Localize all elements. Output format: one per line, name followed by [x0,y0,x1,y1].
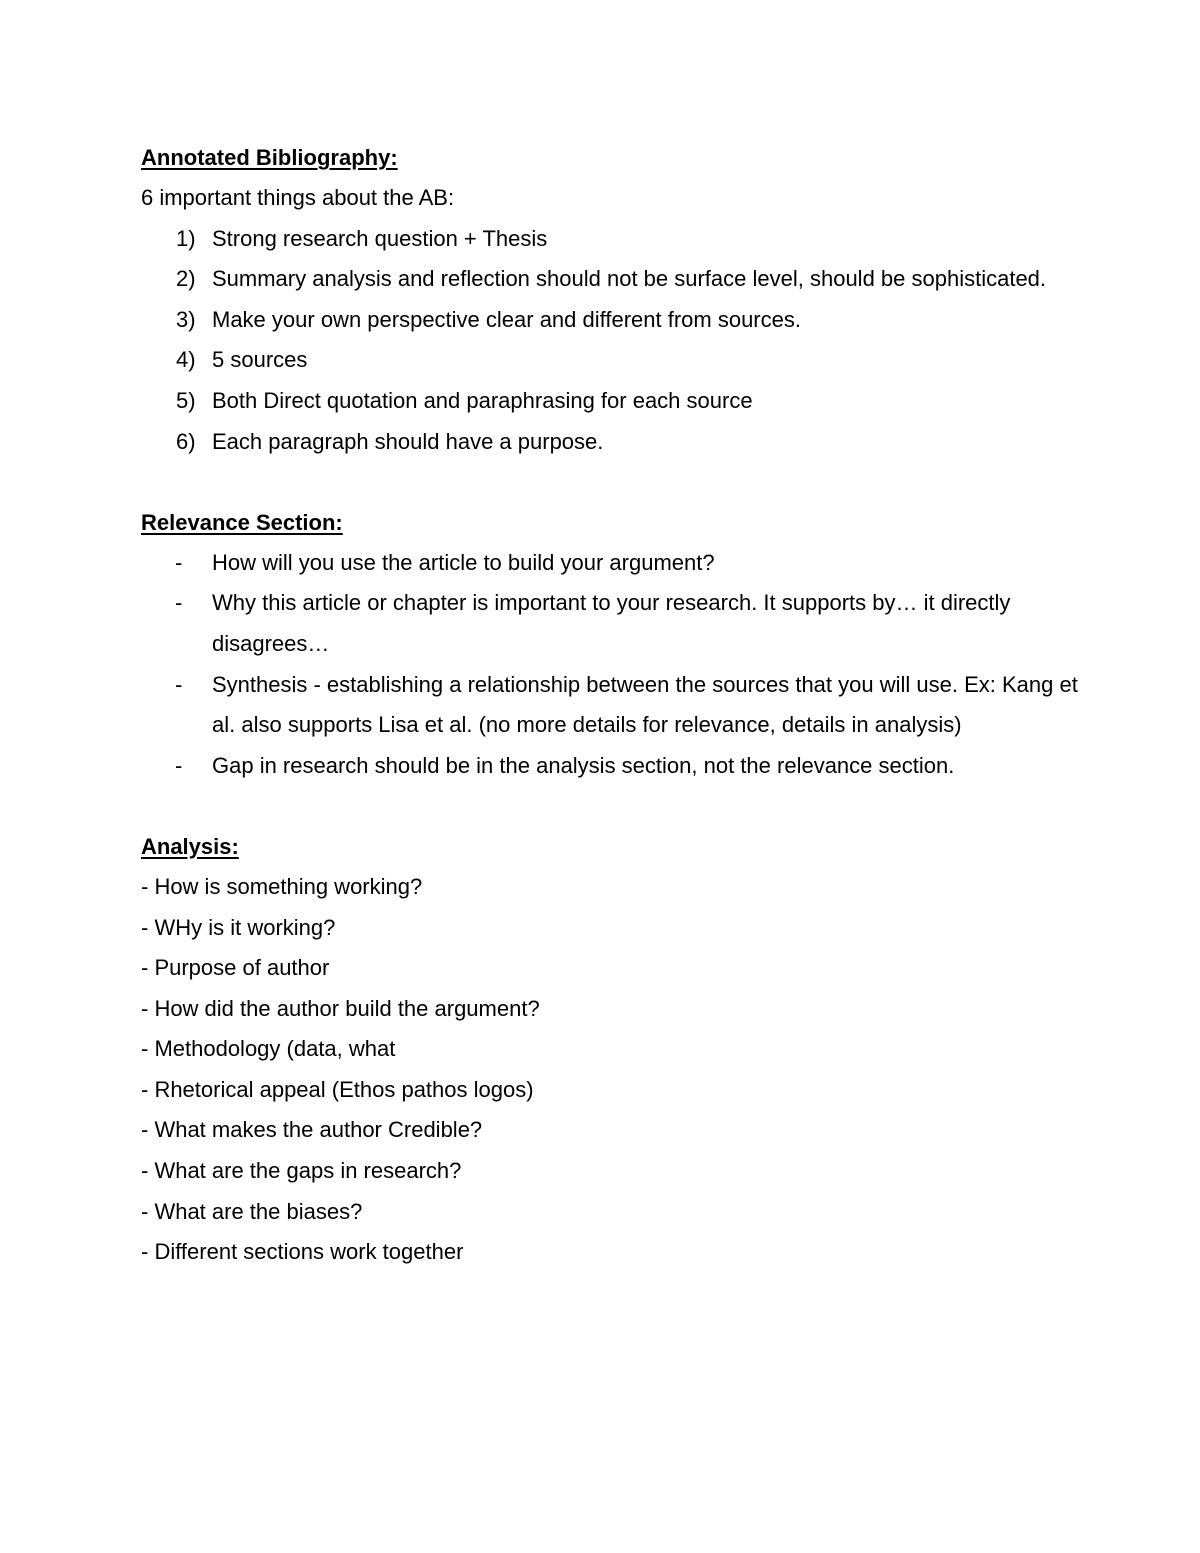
relevance-section [141,503,1081,787]
list-item [141,746,1081,787]
list-item-text: 5 sources [212,347,308,373]
list-item-text: Synthesis - establishing a relationship between the sources that you will use. Ex: Kang et al. also supports Lisa et al. (no more details for relevance, details in analysis) [212,671,1078,738]
analysis-line: - What are the biases? [141,1198,363,1224]
annotated-bibliography-section [141,138,1081,462]
list-item [141,543,1081,584]
annotated-list [141,219,1081,463]
list-item-text: Why this article or chapter is important to your research. It supports by… it directly disagrees… [212,590,1011,656]
analysis-line: - Rhetorical appeal (Ethos pathos logos) [141,1076,534,1102]
list-item [141,300,1081,341]
analysis-line: - What are the gaps in research? [141,1158,462,1184]
list-item [141,259,1081,300]
list-item [141,583,1081,664]
list-marker: - [175,752,183,778]
analysis-line: - WHy is it working? [141,914,336,940]
list-item-text: Gap in research should be in the analysis section, not the relevance section. [212,752,955,778]
analysis-section [141,827,1081,1273]
analysis-line: - What makes the author Credible? [141,1117,483,1143]
list-marker: 4) [176,347,196,373]
list-item-text: Strong research question + Thesis [212,225,548,251]
list-item [141,665,1081,746]
list-item [141,422,1081,463]
list-item [141,340,1081,381]
analysis-line: - Methodology (data, what [141,1036,396,1062]
list-item-text: Each paragraph should have a purpose. [212,428,604,454]
list-item [141,381,1081,422]
annotated-intro: 6 important things about the AB: [141,185,455,210]
analysis-line: - Purpose of author [141,955,330,981]
list-marker: - [175,590,183,616]
analysis-line: - How did the author build the argument? [141,995,540,1021]
list-marker: 5) [176,387,196,413]
analysis-line: - How is something working? [141,873,423,899]
list-item [141,219,1081,260]
section-spacer [141,462,1081,503]
annotated-bibliography-heading: Annotated Bibliography: [141,145,398,170]
list-marker: 2) [176,266,196,292]
document-page [141,138,1081,1273]
list-item-text: How will you use the article to build your argument? [212,549,715,575]
list-marker: 1) [176,225,196,251]
list-marker: - [175,671,183,697]
list-marker: 6) [176,428,196,454]
section-spacer [141,786,1081,827]
list-item-text: Both Direct quotation and paraphrasing for each source [212,387,753,413]
list-marker: 3) [176,306,196,332]
analysis-heading: Analysis: [141,833,239,859]
relevance-list [141,543,1081,787]
analysis-line: - Different sections work together [141,1239,464,1265]
list-item-text: Make your own perspective clear and different from sources. [212,306,801,332]
list-item-text: Summary analysis and reflection should not be surface level, should be sophisticated. [212,266,1047,292]
list-marker: - [175,549,183,575]
relevance-heading: Relevance Section: [141,509,343,535]
